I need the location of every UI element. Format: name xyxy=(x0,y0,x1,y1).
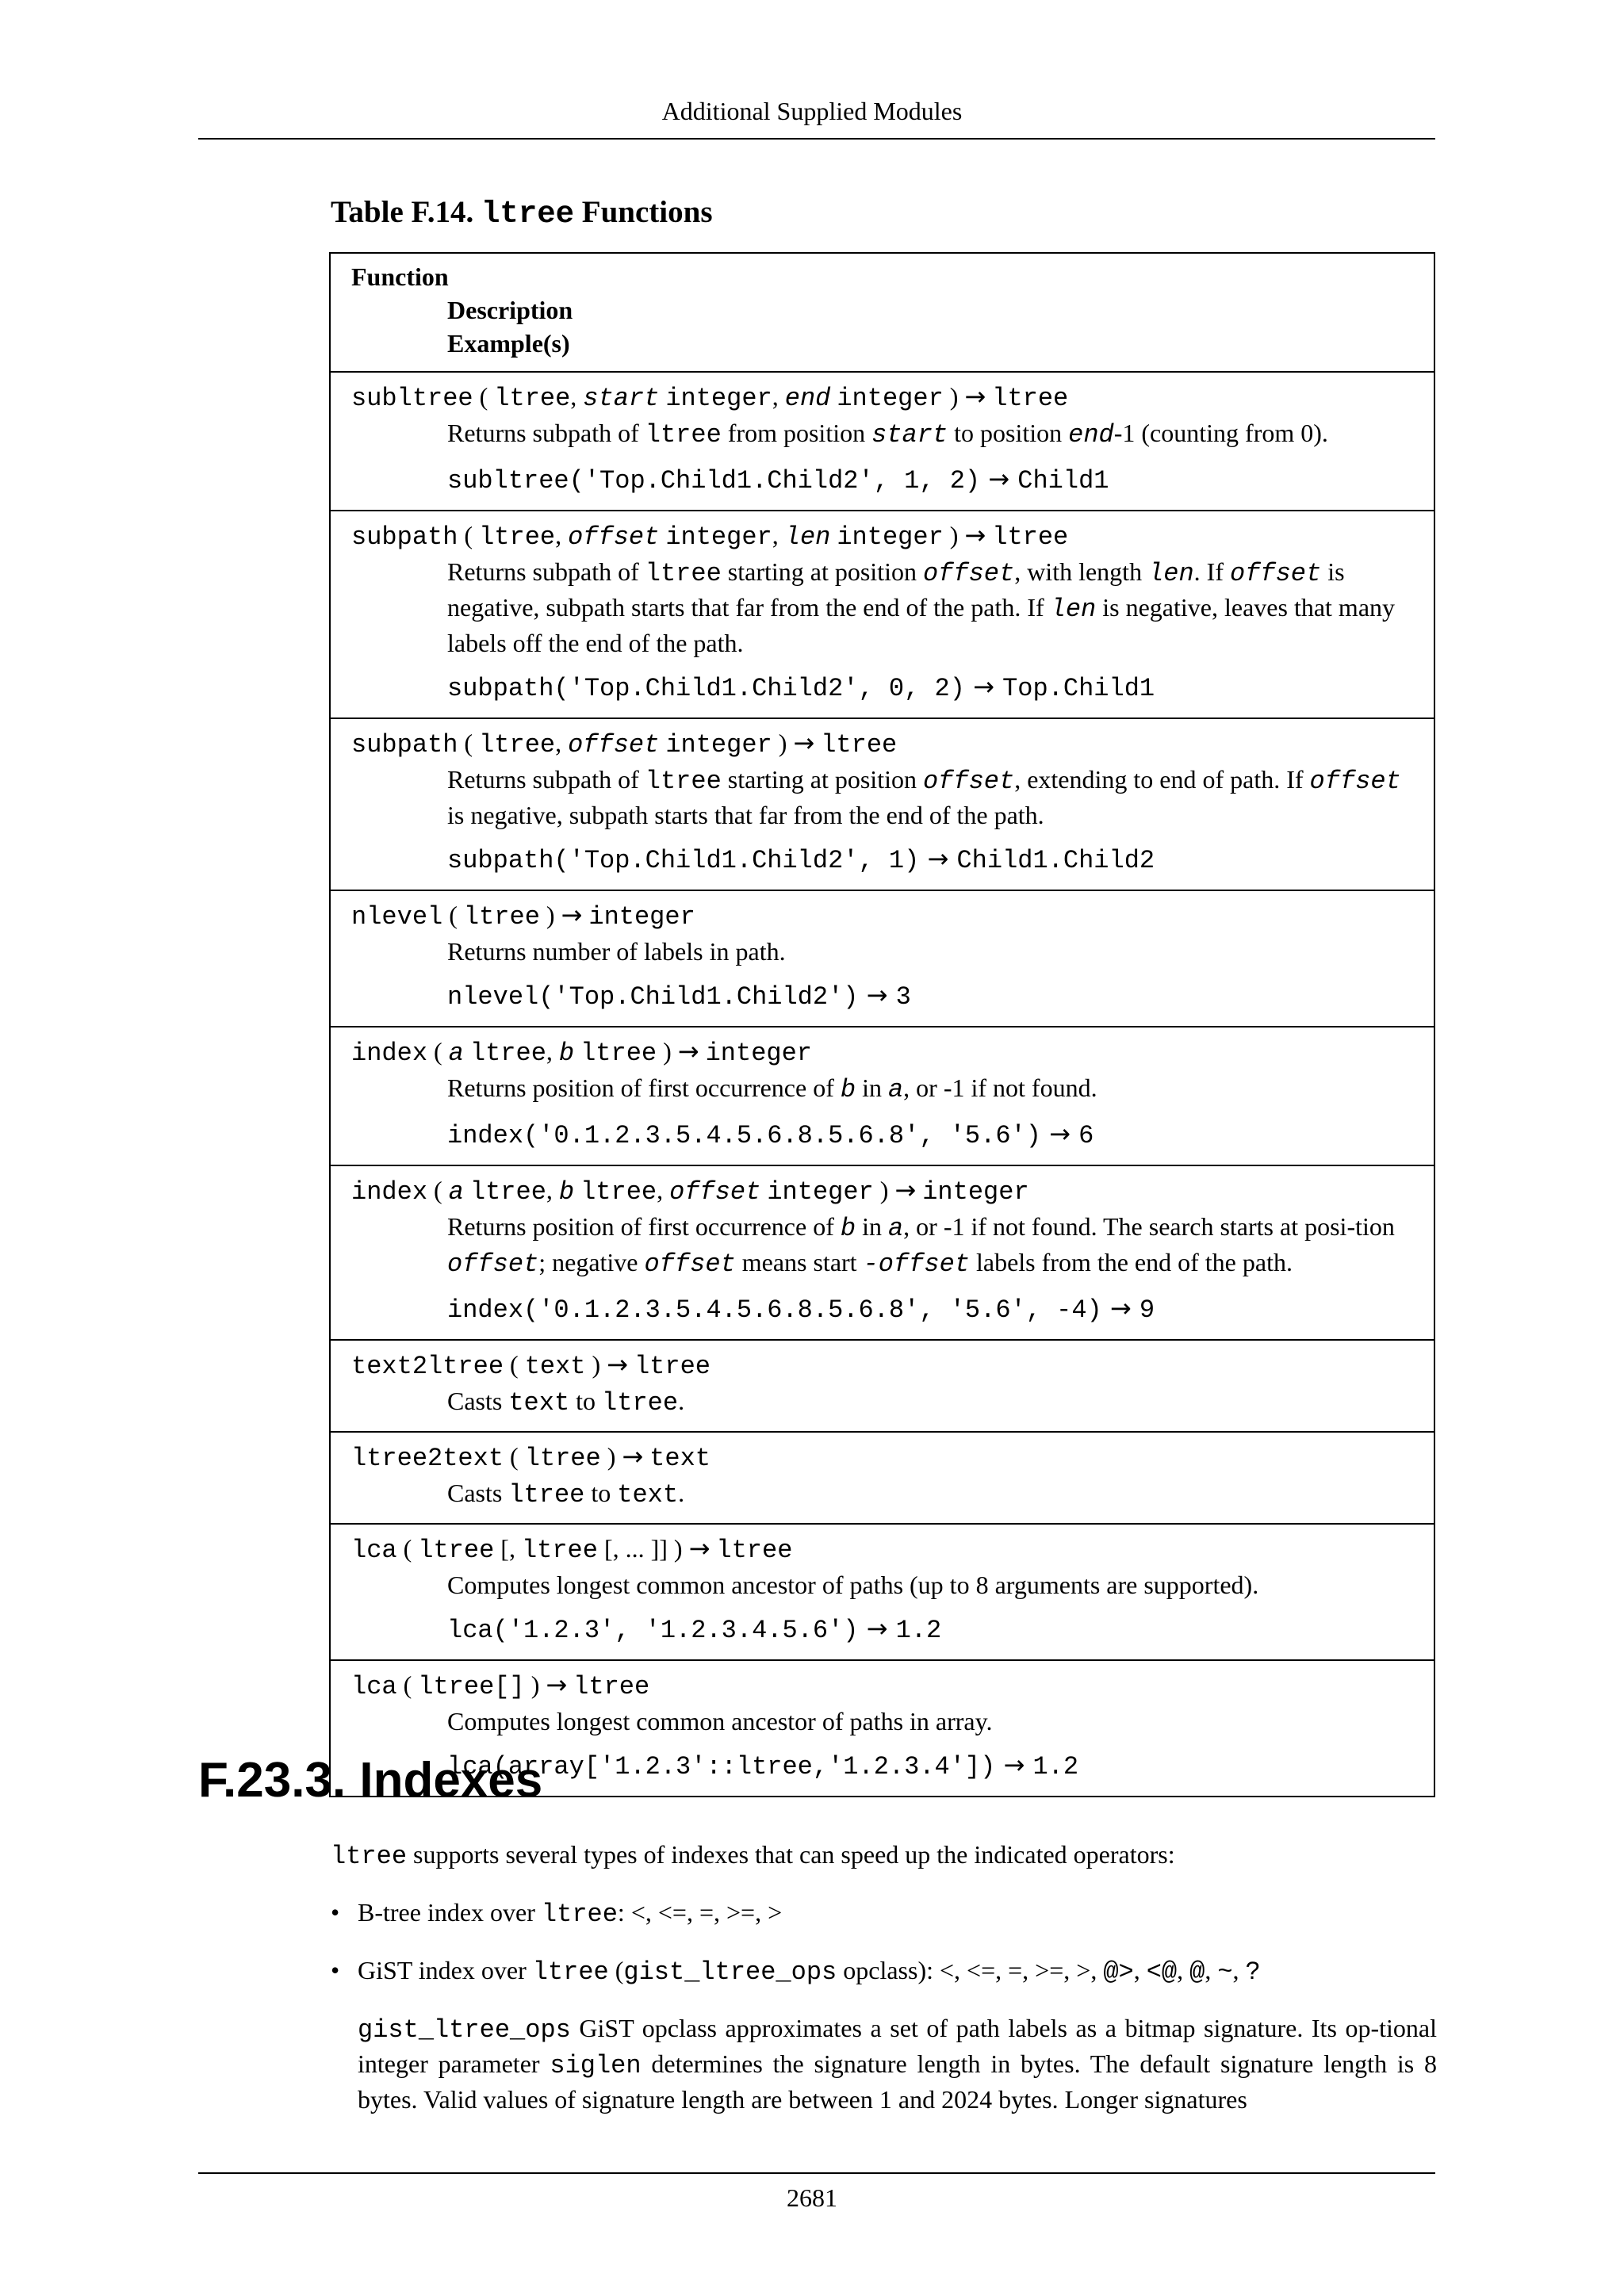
caption-code: ltree xyxy=(481,197,575,232)
list-item: • GiST index over ltree (gist_ltree_ops opclass): <, <=, =, >=, >, @>, <@, @, ~, ? xyxy=(331,1954,1437,1989)
header-description: Description xyxy=(447,296,573,324)
function-example: index('0.1.2.3.5.4.5.6.8.5.6.8', '5.6', -4) → 9 xyxy=(447,1293,1155,1325)
header-examples: Example(s) xyxy=(447,329,570,358)
table-row xyxy=(330,1027,1434,1165)
table-row xyxy=(330,1165,1434,1340)
function-signature: ltree2text ( ltree ) → text xyxy=(351,1441,710,1473)
function-example: subpath('Top.Child1.Child2', 0, 2) → Top.Child1 xyxy=(447,672,1155,703)
section-title: F.23.3. Indexes xyxy=(198,1753,543,1808)
function-cell xyxy=(330,1165,1434,1340)
function-description: Returns number of labels in path. xyxy=(447,937,786,966)
table-header-cell xyxy=(330,253,1434,372)
ltree-functions-table xyxy=(329,252,1435,1797)
section-intro: ltree supports several types of indexes that can speed up the indicated operators: xyxy=(331,1840,1175,1871)
function-description: Casts text to ltree. xyxy=(447,1387,685,1418)
header-rule xyxy=(198,138,1435,140)
function-signature: lca ( ltree[] ) → ltree xyxy=(351,1670,650,1701)
table-row xyxy=(330,718,1434,890)
table-row xyxy=(330,890,1434,1027)
index-type-list xyxy=(331,1896,1437,1989)
function-example: subltree('Top.Child1.Child2', 1, 2) → Child1 xyxy=(447,464,1109,496)
table-row xyxy=(330,1432,1434,1524)
footer-rule xyxy=(198,2172,1435,2174)
function-example: nlevel('Top.Child1.Child2') → 3 xyxy=(447,980,911,1012)
function-signature: text2ltree ( text ) → ltree xyxy=(351,1349,710,1381)
function-description: Returns position of first occurrence of b in a, or -1 if not found. The search starts at posi-tion offset; negative offset means start -offset labels from the end of the path. xyxy=(447,1212,1395,1279)
function-cell xyxy=(330,890,1434,1027)
table-row xyxy=(330,372,1434,511)
function-signature: subpath ( ltree, offset integer, len integer ) → ltree xyxy=(351,520,1069,552)
table-row xyxy=(330,511,1434,718)
section-body xyxy=(331,1838,1437,2116)
function-cell xyxy=(330,1524,1434,1660)
function-cell xyxy=(330,1340,1434,1432)
function-description: Casts ltree to text. xyxy=(447,1479,685,1510)
table-header-row xyxy=(330,253,1434,372)
gist-opclass-paragraph: gist_ltree_ops GiST opclass approximates a set of path labels as a bitmap signature. Its op-tional integer parameter siglen determines the signature length in bytes. The default signature length is 8 bytes. Valid values of signature length are between 1 and 2024 bytes. Longer signatures xyxy=(358,2014,1438,2114)
function-signature: index ( a ltree, b ltree, offset integer ) → integer xyxy=(351,1175,1029,1207)
function-description: Returns position of first occurrence of b in a, or -1 if not found. xyxy=(447,1073,1097,1104)
header-function: Function xyxy=(351,262,449,291)
caption-prefix: Table F.14. xyxy=(331,195,474,229)
function-signature: lca ( ltree [, ltree [, ... ]] ) → ltree xyxy=(351,1533,793,1565)
table-row xyxy=(330,1524,1434,1660)
function-cell xyxy=(330,1432,1434,1524)
function-signature: subltree ( ltree, start integer, end integer ) → ltree xyxy=(351,381,1069,413)
caption-suffix: Functions xyxy=(581,195,713,229)
function-example: index('0.1.2.3.5.4.5.6.8.5.6.8', '5.6') → 6 xyxy=(447,1119,1094,1150)
function-example: lca(array['1.2.3'::ltree,'1.2.3.4']) → 1.2 xyxy=(447,1750,1079,1781)
table-row xyxy=(330,1340,1434,1432)
function-description: Computes longest common ancestor of paths (up to 8 arguments are supported). xyxy=(447,1571,1259,1599)
bullet-icon: • xyxy=(331,1956,340,1984)
function-cell xyxy=(330,511,1434,718)
function-cell xyxy=(330,718,1434,890)
bullet-icon: • xyxy=(331,1898,340,1927)
function-cell xyxy=(330,372,1434,511)
function-description: Returns subpath of ltree from position start to position end-1 (counting from 0). xyxy=(447,419,1328,450)
function-description: Returns subpath of ltree starting at position offset, with length len. If offset is negative, subpath starts that far from the end of the path. If len is negative, leaves that many labels off the end of the path. xyxy=(447,557,1396,657)
page-number: 2681 xyxy=(787,2183,837,2212)
function-description: Computes longest common ancestor of paths in array. xyxy=(447,1707,993,1735)
function-example: lca('1.2.3', '1.2.3.4.5.6') → 1.2 xyxy=(447,1613,942,1645)
table-caption xyxy=(331,194,713,232)
function-signature: index ( a ltree, b ltree ) → integer xyxy=(351,1036,812,1068)
function-signature: nlevel ( ltree ) → integer xyxy=(351,900,695,932)
function-description: Returns subpath of ltree starting at position offset, extending to end of path. If offset is negative, subpath starts that far from the end of the path. xyxy=(447,765,1401,829)
running-header: Additional Supplied Modules xyxy=(661,97,963,125)
list-item: • B-tree index over ltree: <, <=, =, >=, > xyxy=(331,1896,1437,1931)
function-signature: subpath ( ltree, offset integer ) → ltree xyxy=(351,728,898,760)
function-cell xyxy=(330,1027,1434,1165)
function-example: subpath('Top.Child1.Child2', 1) → Child1.Child2 xyxy=(447,844,1155,875)
